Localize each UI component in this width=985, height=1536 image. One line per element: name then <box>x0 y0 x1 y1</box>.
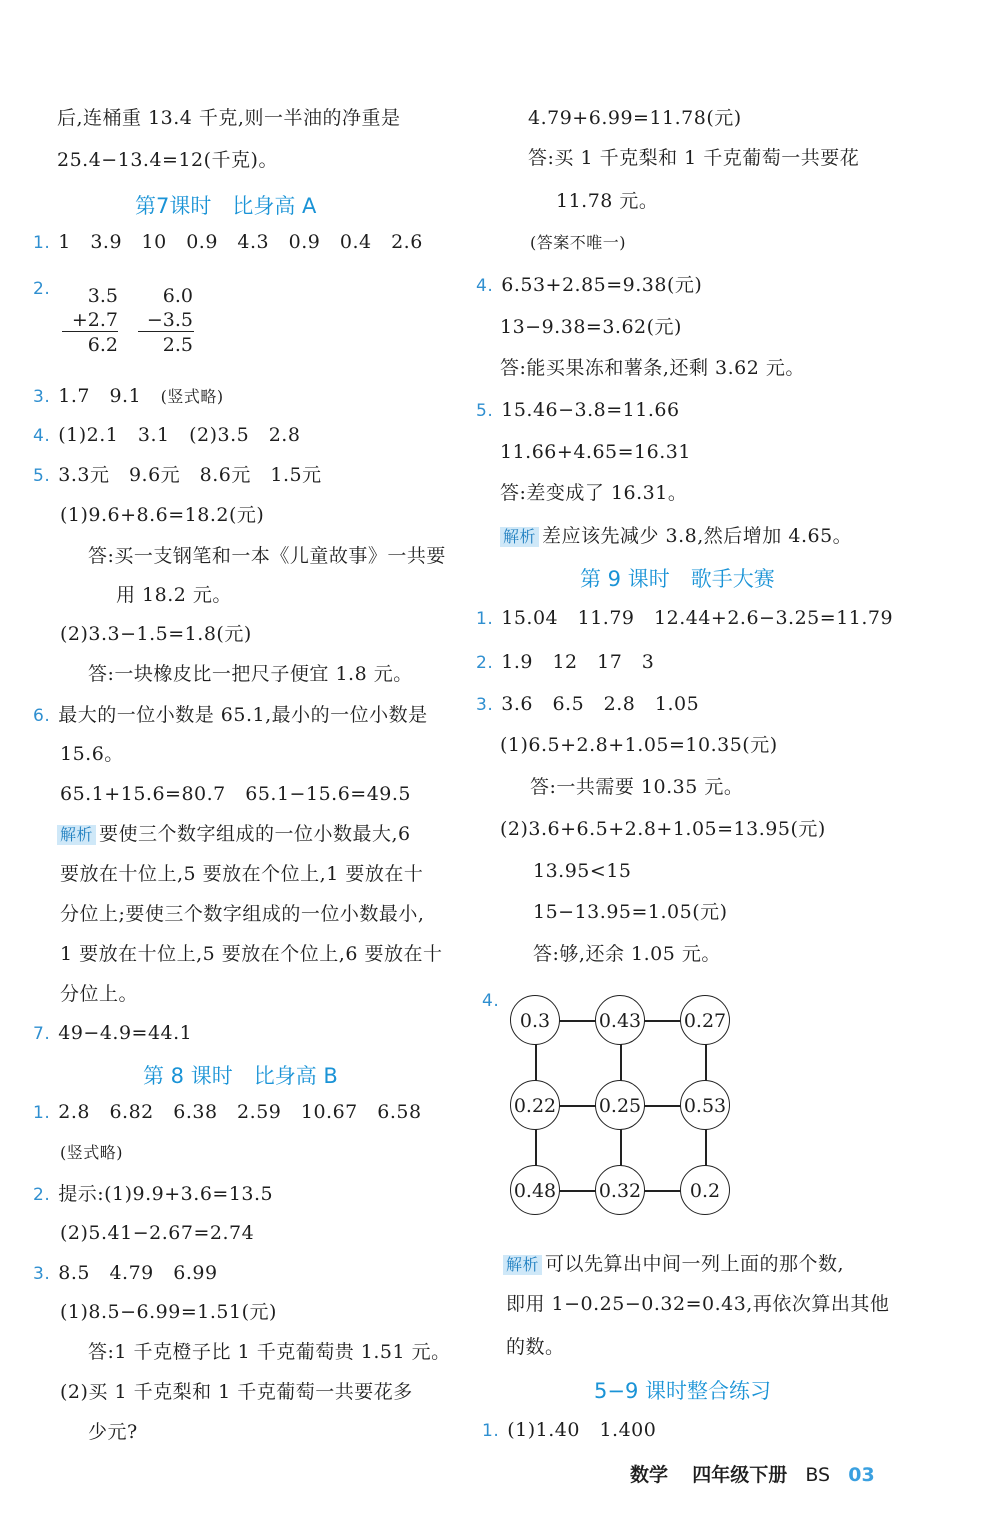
answer-4 <box>33 423 300 448</box>
answer-text: 3.6 6.5 2.8 1.05 <box>501 693 700 715</box>
grid-cell: 0.3 <box>510 995 560 1045</box>
item-number: 7. <box>33 1024 51 1044</box>
text-line: 后,连桶重 13.4 千克,则一半油的净重是 <box>57 107 401 129</box>
text-line: (2)买 1 千克梨和 1 千克葡萄一共要花多 <box>60 1381 413 1403</box>
grid-cell: 0.43 <box>595 995 645 1045</box>
item-number: 4. <box>482 991 500 1011</box>
text-line: 15−13.95=1.05(元) <box>533 901 728 923</box>
answer-text: (1)1.40 1.400 <box>507 1419 657 1441</box>
text-line: (1)6.5+2.8+1.05=10.35(元) <box>500 734 778 756</box>
text-line: 4.79+6.99=11.78(元) <box>528 107 742 129</box>
item-number: 2. <box>33 279 51 299</box>
vertical-calc-operand: +2.7 <box>71 309 118 331</box>
text-line: 13−9.38=3.62(元) <box>500 316 682 338</box>
text-line: 答:买 1 千克梨和 1 千克葡萄一共要花 <box>528 147 860 169</box>
grid-cell: 0.27 <box>680 995 730 1045</box>
answer-text: 最大的一位小数是 65.1,最小的一位小数是 <box>58 704 428 726</box>
vertical-calc-operand: −3.5 <box>146 309 193 331</box>
text-line: (2)5.41−2.67=2.74 <box>60 1222 255 1244</box>
text-line: 答:1 千克橙子比 1 千克葡萄贵 1.51 元。 <box>88 1341 451 1363</box>
answer-b2 <box>33 1182 273 1207</box>
explanation-line: 要放在十位上,5 要放在个位上,1 要放在十 <box>60 863 424 885</box>
vertical-calc-result: 6.2 <box>87 334 118 356</box>
grid-cell: 0.32 <box>595 1165 645 1215</box>
text-line: 答:一共需要 10.35 元。 <box>530 776 744 798</box>
note: (竖式略) <box>60 1143 123 1162</box>
text-line: 少元? <box>88 1421 138 1443</box>
explanation-line: 分位上。 <box>60 983 139 1005</box>
item-number: 3. <box>476 695 494 715</box>
answer-text: 提示:(1)9.9+3.6=13.5 <box>58 1183 274 1205</box>
answer-text: 1 3.9 10 0.9 4.3 0.9 0.4 2.6 <box>58 231 423 253</box>
text-line: (2)3.3−1.5=1.8(元) <box>60 623 252 645</box>
text-line: 答:够,还余 1.05 元。 <box>533 943 721 965</box>
text-line: 答:一块橡皮比一把尺子便宜 1.8 元。 <box>88 663 413 685</box>
text-line: 答:买一支钢笔和一本《儿童故事》一共要 <box>88 545 446 567</box>
item-number: 3. <box>33 387 51 407</box>
explanation-line: 1 要放在十位上,5 要放在个位上,6 要放在十 <box>60 943 443 965</box>
answer-d3 <box>476 692 699 717</box>
text-line: 13.95<15 <box>533 860 632 882</box>
item-number: 1. <box>33 1103 51 1123</box>
vertical-calc-top: 3.5 <box>87 285 118 307</box>
item-number: 2. <box>476 653 494 673</box>
item-number: 5. <box>33 466 51 486</box>
vertical-calc-line <box>138 331 194 332</box>
explanation-line: 即用 1−0.25−0.32=0.43,再依次算出其他 <box>506 1293 890 1315</box>
answer-text: 2.8 6.82 6.38 2.59 10.67 6.58 <box>58 1101 422 1123</box>
item-number: 1. <box>33 233 51 253</box>
text-line: 11.78 元。 <box>556 190 659 212</box>
answer-5 <box>33 463 322 488</box>
vertical-calc-result: 2.5 <box>162 334 193 356</box>
explanation-tag: 解析 <box>500 527 539 547</box>
explanation-tag: 解析 <box>503 1255 542 1275</box>
grid-cell: 0.22 <box>510 1080 560 1130</box>
answer-c4 <box>476 273 702 298</box>
answer-text: 6.53+2.85=9.38(元) <box>501 274 703 296</box>
section-heading-lesson7: 第7课时 比身高 A <box>135 194 317 218</box>
explanation-tag: 解析 <box>57 825 96 845</box>
text-line: (2)3.6+6.5+2.8+1.05=13.95(元) <box>500 818 826 840</box>
page-number: 03 <box>848 1464 875 1486</box>
section-heading-integrated-practice: 5−9 课时整合练习 <box>594 1379 771 1403</box>
answer-d1 <box>476 606 893 631</box>
item-number: 6. <box>33 706 51 726</box>
footer-edition: BS <box>805 1464 831 1486</box>
answer-b1 <box>33 1100 422 1125</box>
page-footer <box>630 1460 875 1487</box>
grid-cell: 0.48 <box>510 1165 560 1215</box>
answer-text: 8.5 4.79 6.99 <box>58 1262 218 1284</box>
explanation-line: 解析 差应该先减少 3.8,然后增加 4.65。 <box>500 524 852 548</box>
text-line: 答:差变成了 16.31。 <box>500 482 688 504</box>
explanation-line: 分位上;要使三个数字组成的一位小数最小, <box>60 903 425 925</box>
answer-c5 <box>476 398 680 423</box>
item-number: 2. <box>33 1185 51 1205</box>
item-number: 4. <box>33 426 51 446</box>
answer-text: (1)2.1 3.1 (2)3.5 2.8 <box>58 424 301 446</box>
text-line: 25.4−13.4=12(千克)。 <box>57 149 278 171</box>
text-line: (1)9.6+8.6=18.2(元) <box>60 504 265 526</box>
answer-7 <box>33 1021 192 1046</box>
answer-text: 49−4.9=44.1 <box>58 1022 193 1044</box>
answer-text: 1.9 12 17 3 <box>501 651 655 673</box>
answer-text: 15.46−3.8=11.66 <box>501 399 680 421</box>
grid-cell: 0.2 <box>680 1165 730 1215</box>
answer-3 <box>33 384 224 409</box>
item-number: 3. <box>33 1264 51 1284</box>
section-heading-lesson9: 第 9 课时 歌手大赛 <box>580 567 775 591</box>
answer-e1 <box>482 1418 656 1443</box>
footer-grade: 四年级下册 <box>692 1464 788 1486</box>
answer-d4-number <box>482 988 507 1013</box>
answer-text: 15.04 11.79 12.44+2.6−3.25=11.79 <box>501 607 894 629</box>
text-line: 用 18.2 元。 <box>116 584 232 606</box>
text-line: 11.66+4.65=16.31 <box>500 441 691 463</box>
explanation-line: 解析 可以先算出中间一列上面的那个数, <box>503 1252 844 1276</box>
item-number: 5. <box>476 401 494 421</box>
item-number: 4. <box>476 276 494 296</box>
answer-d2 <box>476 650 654 675</box>
text-line: 65.1+15.6=80.7 65.1−15.6=49.5 <box>60 783 412 805</box>
explanation-line: 的数。 <box>506 1336 565 1358</box>
footer-subject: 数学 <box>630 1464 669 1486</box>
text-line: (1)8.5−6.99=1.51(元) <box>60 1301 277 1323</box>
note: (答案不唯一) <box>530 233 626 252</box>
text-line: 15.6。 <box>60 743 124 765</box>
explanation-line: 解析 要使三个数字组成的一位小数最大,6 <box>57 822 411 846</box>
number-grid <box>510 995 730 1215</box>
text-line: 答:能买果冻和薯条,还剩 3.62 元。 <box>500 357 805 379</box>
vertical-calc-line <box>62 331 118 332</box>
grid-cell: 0.53 <box>680 1080 730 1130</box>
item-number: 1. <box>476 609 494 629</box>
answer-6 <box>33 703 428 728</box>
answer-b3 <box>33 1261 218 1286</box>
vertical-calc-top: 6.0 <box>162 285 193 307</box>
answer-text: 3.3元 9.6元 8.6元 1.5元 <box>58 464 322 486</box>
note: (竖式略) <box>160 387 224 406</box>
answer-text: 1.7 9.1 <box>58 385 161 407</box>
grid-cell: 0.25 <box>595 1080 645 1130</box>
answer-2-number <box>33 276 58 301</box>
answer-1 <box>33 230 423 255</box>
section-heading-lesson8: 第 8 课时 比身高 B <box>143 1064 338 1088</box>
item-number: 1. <box>482 1421 500 1441</box>
